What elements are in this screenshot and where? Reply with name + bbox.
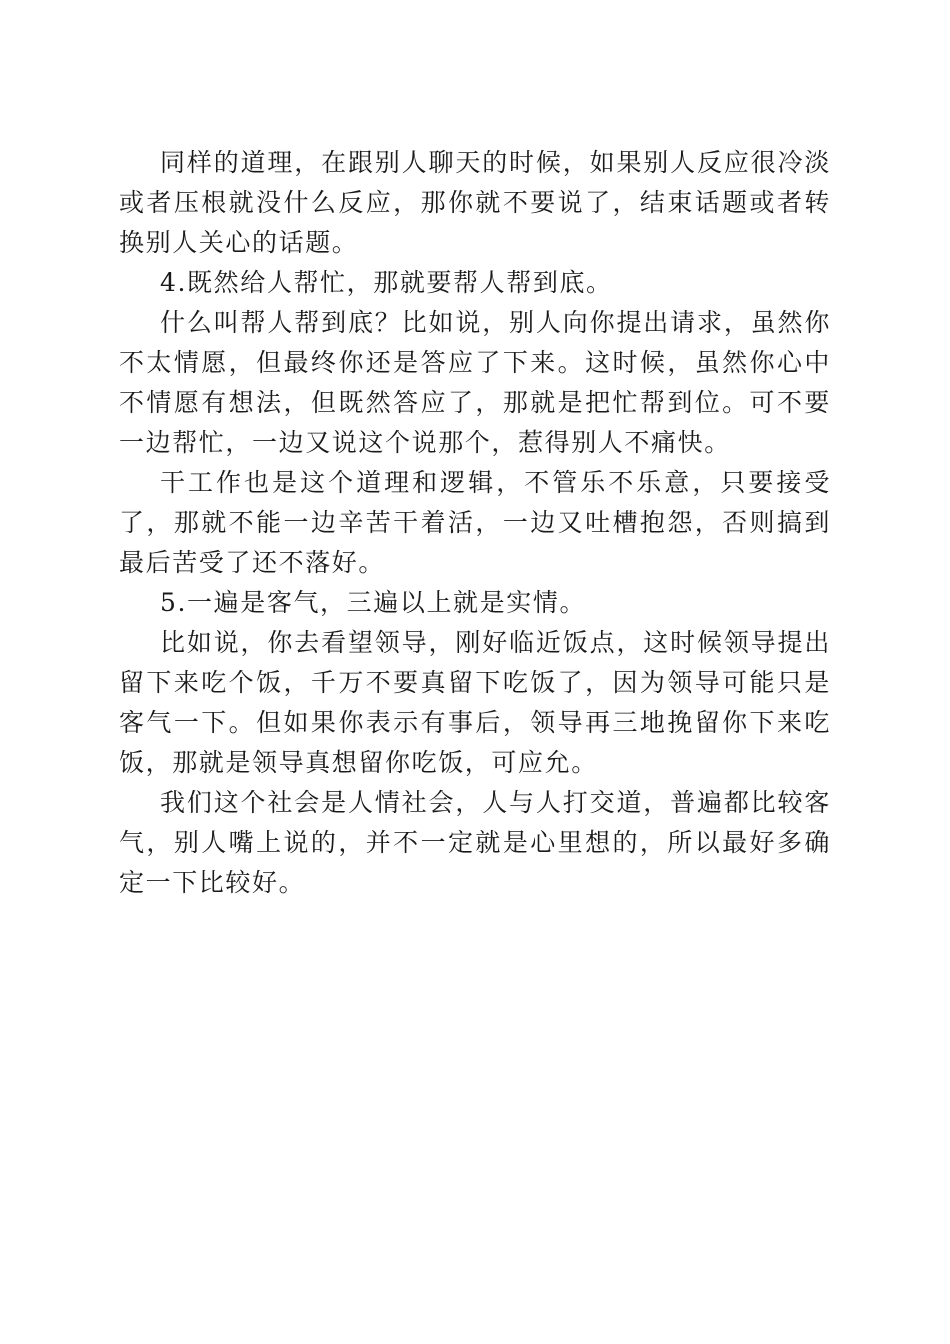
paragraph-social-conclusion: 我们这个社会是人情社会，人与人打交道，普遍都比较客气，别人嘴上说的，并不一定就是心里想的，所以最好多确定一下比较好。: [119, 788, 831, 897]
paragraph-leader-dinner: 比如说，你去看望领导，刚好临近饭点，这时候领导提出留下来吃个饭，千万不要真留下吃饭了，因为领导可能只是客气一下。但如果你表示有事后，领导再三地挽留你下来吃饭，那就是领导真想留你吃饭，可应允。: [119, 628, 831, 777]
heading-point-4: 4.既然给人帮忙，那就要帮人帮到底。: [160, 268, 613, 297]
paragraph-chat-reaction: 同样的道理，在跟别人聊天的时候，如果别人反应很冷淡或者压根就没什么反应，那你就不要说了，结束话题或者转换别人关心的话题。: [119, 148, 831, 257]
paragraph-work-logic: 干工作也是这个道理和逻辑，不管乐不乐意，只要接受了，那就不能一边辛苦干着活，一边又吐槽抱怨，否则搞到最后苦受了还不落好。: [119, 468, 831, 577]
document-body: [119, 143, 831, 903]
paragraph-help-to-end: 什么叫帮人帮到底？比如说，别人向你提出请求，虽然你不太情愿，但最终你还是答应了下来。这时候，虽然你心中不情愿有想法，但既然答应了，那就是把忙帮到位。可不要一边帮忙，一边又说这个说那个，惹得别人不痛快。: [119, 308, 831, 457]
heading-point-5: 5.一遍是客气，三遍以上就是实情。: [160, 588, 587, 617]
